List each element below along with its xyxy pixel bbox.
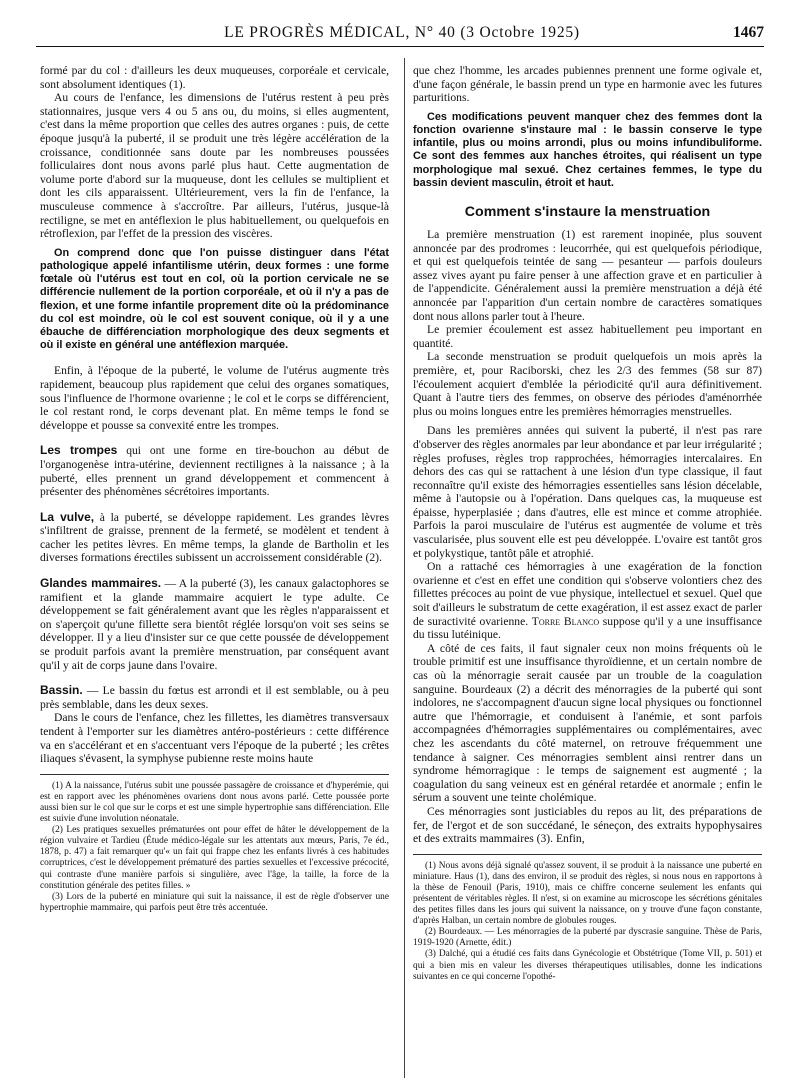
lead-term: Les trompes	[40, 443, 118, 458]
paragraph: Dans les premières années qui suivent la puberté, il n'est pas rare d'observer des règles anormales par leur abondance et par leur irrégularité ; règles profuses, règles trop rapprochées, hémorragies intercalaires. En dehors des cas qui se rattachent à une lésion d'un type classique, il faut reconnaître qu'il existe des hémorragies essentielles sans lésion décelable, même à l'autopsie ou à l'opération. Dans quelques cas, la muqueuse est épaisse, hyperplasiée ; dans d'autres, elle est mince et comme atrophiée. Parfois la paroi musculaire de l'utérus est augmentée de volume et très vascularisée, plus souvent elle est peu développée. L'ovaire est tantôt gros et polykystique, tantôt pâle et atrophié.	[413, 424, 762, 560]
lead-term: Bassin.	[40, 683, 83, 698]
running-header	[40, 24, 764, 46]
paragraph: que chez l'homme, les arcades pubiennes prennent une forme ogivale et, d'une façon générale, le bassin prend un type en harmonie avec les futures parturitions.	[413, 64, 762, 105]
footnote-rule	[413, 854, 762, 855]
footnote: (1) A la naissance, l'utérus subit une poussée passagère de croissance et d'hyperémie, qui est en rapport avec les phénomènes ovariens dont nous avons parlé. Cette poussée porte aussi bien sur le col que sur le corps et est une simple hypertrophie sans différenciation. Elle est suivie d'une involution néonatale.	[40, 780, 389, 825]
footnote: (2) Bourdeaux. — Les ménorragies de la puberté par dyscrasie sanguine. Thèse de Paris, 1919-1920 (Arnette, édit.)	[413, 927, 762, 949]
section-heading: Comment s'instaure la menstruation	[464, 204, 711, 220]
bold-paragraph: Ces modifications peuvent manquer chez des femmes dont la fonction ovarienne s'instaure mal : le bassin conserve le type infantile, plus ou moins arrondi, plus ou moins infundibuliforme. Ce sont des femmes aux hanches étroites, qui réalisent un type morphologique mal sexué. Chez certaines femmes, le type du bassin devient masculin, étroit et haut.	[413, 110, 762, 189]
lead-term: La vulve,	[40, 509, 95, 524]
footnote-rule	[40, 774, 389, 775]
paragraph: Dans le cours de l'enfance, chez les fillettes, les diamètres transversaux tendent à l'emporter sur les diamètres antéro-postérieurs : cette différence va en s'accélérant et en s'accentuant vers l'époque de la puberté ; les crêtes iliaques s'évasent, la symphyse pubienne reste moins haute	[40, 711, 389, 766]
paragraph: Au cours de l'enfance, les dimensions de l'utérus restent à peu près stationnaires, jusque vers 4 ou 5 ans ou, du moins, si elles augmentent, c'est dans la même proportion que celles des autres organes : puis, de cette époque jusqu'à la puberté, il se produit une très légère accélération de la croissance, conditionnée sans doute par les nombreuses poussées folliculaires dont nous avons parlé plus haut. Cette augmentation de volume porte d'abord sur la muqueuse, dont les cellules se multiplient et dont les cils apparaissent. Ultérieurement, vers la fin de l'enfance, la musculeuse commence à s'accroître. Par ailleurs, l'utérus, jusque-là rectiligne, se met en antéflexion le plus habituellement, ou quelquefois en rétroflexion, par l'effet de la pression des viscères.	[40, 91, 389, 241]
paragraph: La première menstruation (1) est rarement inopinée, plus souvent annoncée par des prodromes : leucorrhée, qui est quelquefois périodique, et qui est quelquefois teintée de sang — pesanteur — parfois douleurs assez vives ayant pu faire penser à une affection grave et en particulier à de l'appendicite. Généralement aussi la première menstruation a déjà été annoncée par l'apparition d'un certain nombre de caractères somatiques dont nous allons parler tout à l'heure.	[413, 228, 762, 323]
paragraph: On a rattaché ces hémorragies à une exagération de la fonction ovarienne et c'est en effet une condition qui s'observe volontiers chez des fillettes précoces au point de vue physique, intellectuel et sexuel. Quel que soit d'ailleurs le substratum de cette exagération, il est assez exact de parler de suractivité ovarienne. Torre Blanco suppose qu'il y a une insuffisance du tissu lutéinique.	[413, 560, 762, 642]
paragraph: A côté de ces faits, il faut signaler ceux non moins fréquents où le trouble primitif est une insuffisance thyroïdienne, et un certain nombre de cas où la ménorragie serait causée par un trouble de la coagulation sanguine. Bourdeaux (2) a décrit des ménorragies de la puberté qui sont indolores, ne s'accompagnent d'aucun signe local physiques ou fonctionnel autre que l'hémorragie, et conduisent à l'anémie, et sont parfois accompagnées d'hémorragies supplémentaires ou complémentaires, avec chez les ascendants du côté maternel, on retrouve fréquemment une tendance à saigner. Ces ménorragies semblent ainsi rentrer dans un syndrome hémorragique : le temps de saignement est augmenté ; la coagulation du sang veineux est en général retardée et anormale ; enfin le sérum a souvent une teinte cholémique.	[413, 641, 762, 805]
footnote: (3) Dalché, qui a étudié ces faits dans Gynécologie et Obstétrique (Tome VII, p. 501) et qui a bien mis en valeur les diverses thérapeutiques utilisables, donne les indications suivantes en ce qui concerne l'opothé-	[413, 949, 762, 982]
column-divider	[404, 58, 405, 1078]
page-number: 1467	[733, 24, 764, 41]
section-glandes: Glandes mammaires. — A la puberté (3), les canaux galactophores se ramifient et la glande mammaire acquiert le type adulte. Ce développement se fait généralement avant que les règles n'apparaissent et on s'aperçoit qu'une fillette sera bientôt réglée lorsqu'on voit ses seins se développer. Il y a lieu d'insister sur ce que cette poussée de développement se produit parfois avant la première menstruation, par conséquent avant qu'il y ait de corps jaune dans l'ovaire.	[40, 576, 389, 672]
paragraph: Le premier écoulement est assez habituellement peu important en quantité.	[413, 323, 762, 350]
section-trompes: Les trompes qui ont une forme en tire-bouchon au début de l'organogenèse intra-utérine, deviennent rectilignes à la naissance ; à la puberté, elles prennent un grand développement et commencent à présenter des phénomènes sécrétoires importants.	[40, 443, 389, 499]
bold-paragraph: On comprend donc que l'on puisse distinguer dans l'état pathologique appelé infantilisme utérin, deux formes : une forme fœtale où l'utérus est tout en col, où la portion cervicale ne se différencie nullement de la portion corporéale, et où il n'y a pas de flexion, et une forme infantile proprement dite où la prédominance du col est moindre, où le col est souvent conique, où il y a une ébauche de différenciation morphologique des deux segments et où il existe en général une antéflexion marquée.	[40, 246, 389, 352]
lead-term: Glandes mammaires.	[40, 576, 162, 591]
footnote: (3) Lors de la puberté en miniature qui suit la naissance, il est de règle d'observer une hypertrophie mammaire, qui parfois peut être très accentuée.	[40, 891, 389, 913]
left-column	[40, 64, 389, 914]
paragraph: La seconde menstruation se produit quelquefois un mois après la première, et, pour Raciborski, chez les 2/3 des femmes (58 sur 87) l'écoulement acquiert d'emblée la périodicité qu'il aura définitivement. Quant à l'autre tiers des femmes, on observe des périodes d'aménorrhée plus ou moins longues entre les premières hémorragies menstruelles.	[413, 350, 762, 418]
paragraph: formé par du col : d'ailleurs les deux muqueuses, corporéale et cervicale, sont absolument identiques (1).	[40, 64, 389, 91]
journal-title: LE PROGRÈS MÉDICAL, N° 40 (3 Octobre 1925)	[224, 24, 580, 41]
section-vulve: La vulve, à la puberté, se développe rapidement. Les grandes lèvres s'infiltrent de graisse, prennent de la fermeté, se modèlent et tendent à cacher les petites lèvres. En même temps, la glande de Bartholin et les diverses formations érectiles subissent un accroissement considérable (2).	[40, 509, 390, 565]
author-name: Torre Blanco	[531, 614, 600, 628]
footnote: (1) Nous avons déjà signalé qu'assez souvent, il se produit à la naissance une puberté en miniature. Haus (1), dans des environ, il se produit des règles, si nous nous en rapportons à la thèse de Fenouil (Paris, 1910), mais ce chiffre concerne seulement les enfants qui présentent de véritables règles. Il n'est, si on examine au microscope les sécrétions génitales des petites filles dans les jours qui suivent la naissance, on y trouve d'une façon constante, d'après Halban, un certain nombre de globules rouges.	[413, 860, 762, 927]
footnote: (2) Les pratiques sexuelles prématurées ont pour effet de hâter le développement de la région vulvaire et Tardieu (Étude médico-légale sur les attentats aux mœurs, Paris, 7e éd., 1878, p. 47) a fait remarquer qu'« un fait qui frappe chez les enfants livrés à ces habitudes corruptrices, c'est le développement prématuré des parties sexuelles et l'excessive précocité, qui contraste d'une manière parfois si singulière, avec l'âge, la taille, la force de la constitution générale des petites filles. »	[40, 825, 389, 891]
right-column	[413, 64, 762, 983]
header-rule	[36, 46, 764, 47]
paragraph: Enfin, à l'époque de la puberté, le volume de l'utérus augmente très rapidement, beaucoup plus rapidement que celui des organes somatiques, sous l'influence de l'hormone ovarienne ; le col et le corps se différencient, le col restant rond, le corps devenant plat. En même temps le fond se développe et pousse sa convexité entre les trompes.	[40, 364, 389, 432]
paragraph: Ces ménorragies sont justiciables du repos au lit, des préparations de fer, de l'ergot et de son succédané, le séneçon, des extraits hypophysaires et des extraits mammaires (3). Enfin,	[413, 804, 762, 846]
section-bassin: Bassin. — Le bassin du fœtus est arrondi et il est semblable, ou à peu près semblable, dans les deux sexes.	[40, 683, 389, 711]
